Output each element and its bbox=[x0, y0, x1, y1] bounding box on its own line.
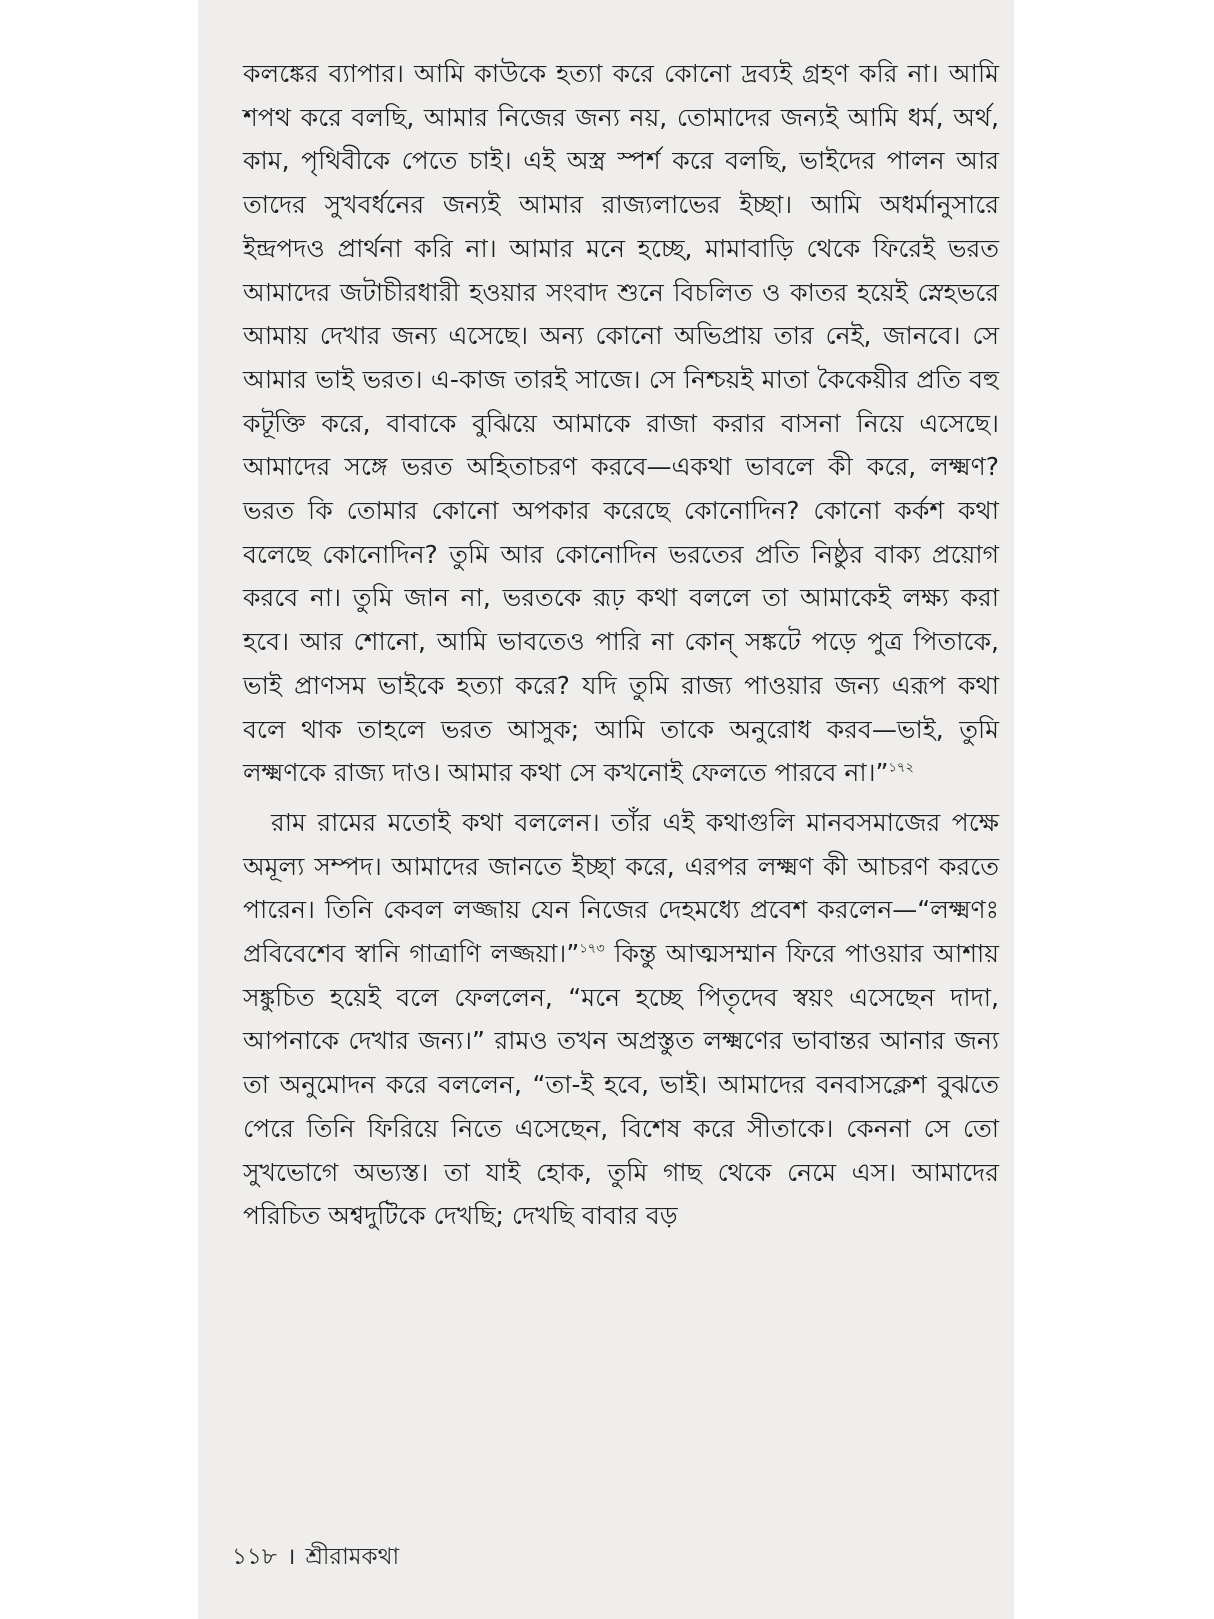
book-title: শ্রীরামকথা bbox=[305, 1544, 400, 1570]
page-footer bbox=[232, 1538, 399, 1577]
footer-separator: । bbox=[286, 1544, 296, 1570]
paragraph bbox=[243, 801, 999, 1238]
paragraph-text: কলঙ্কের ব্যাপার। আমি কাউকে হত্যা করে কোনো দ্রব্যই গ্রহণ করি না। আমি শপথ করে বলছি, আমার নিজের জন্য নয়, তোমাদের জন্যই আমি ধর্ম, অর্থ, কাম, পৃথিবীকে পেতে চাই। এই অস্ত্র স্পর্শ করে বলছি, ভাইদের পালন আর তাদের সুখবর্ধনের জন্যই আমার রাজ্যলাভের ইচ্ছা। আমি অধর্মানুসারে ইন্দ্রপদও প্রার্থনা করি না। আমার মনে হচ্ছে, মামাবাড়ি থেকে ফিরেই ভরত আমাদের জটাচীরধারী হওয়ার সংবাদ শুনে বিচলিত ও কাতর হয়েই স্নেহভরে আমায় দেখার জন্য এসেছে। অন্য কোনো অভিপ্রায় তার নেই, জানবে। সে আমার ভাই ভরত। এ-কাজ তারই সাজে। সে নিশ্চয়ই মাতা কৈকেয়ীর প্রতি বহু কটূক্তি করে, বাবাকে বুঝিয়ে আমাকে রাজা করার বাসনা নিয়ে এসেছে। আমাদের সঙ্গে ভরত অহিতাচরণ করবে—একথা ভাবলে কী করে, লক্ষ্মণ? ভরত কি তোমার কোনো অপকার করেছে কোনোদিন? কোনো কর্কশ কথা বলেছে কোনোদিন? তুমি আর কোনোদিন ভরতের প্রতি নিষ্ঠুর বাক্য প্রয়োগ করবে না। তুমি জান না, ভরতকে রূঢ় কথা বললে তা আমাকেই লক্ষ্য করা হবে। আর শোনো, আমি ভাবতেও পারি না কোন্ সঙ্কটে পড়ে পুত্র পিতাকে, ভাই প্রাণসম ভাইকে হত্যা করে? যদি তুমি রাজ্য পাওয়ার জন্য এরূপ কথা বলে থাক তাহলে ভরত আসুক; আমি তাকে অনুরোধ করব—ভাই, তুমি লক্ষ্মণকে রাজ্য দাও। আমার কথা সে কখনোই ফেলতে পারবে না।” bbox=[243, 59, 999, 788]
footnote-marker: ১৭৩ bbox=[579, 941, 605, 957]
paragraph-text: কিন্তু আত্মসম্মান ফিরে পাওয়ার আশায় সঙ্কুচিত হয়েই বলে ফেললেন, “মনে হচ্ছে পিতৃদেব স্বয়ং এসেছেন দাদা, আপনাকে দেখার জন্য।” রামও তখন অপ্রস্তুত লক্ষ্মণের ভাবান্তর আনার জন্য তা অনুমোদন করে বললেন, “তা-ই হবে, ভাই। আমাদের বনবাসক্লেশ বুঝতে পেরে তিনি ফিরিয়ে নিতে এসেছেন, বিশেষ করে সীতাকে। কেননা সে তো সুখভোগে অভ্যস্ত। তা যাই হোক, তুমি গাছ থেকে নেমে এস। আমাদের পরিচিত অশ্বদুটিকে দেখছি; দেখছি বাবার বড় bbox=[243, 939, 999, 1231]
page-body bbox=[243, 52, 999, 1238]
page-number: ১১৮ bbox=[232, 1544, 277, 1570]
paragraph bbox=[243, 52, 999, 795]
paragraph-text: রাম রামের মতোই কথা বললেন। তাঁর এই কথাগুলি মানবসমাজের পক্ষে অমূল্য সম্পদ। আমাদের জানতে ইচ্ছা করে, এরপর লক্ষ্মণ কী আচরণ করতে পারেন। তিনি কেবল লজ্জায় যেন নিজের দেহমধ্যে প্রবেশ করলেন—“লক্ষ্মণঃ প্রবিবেশেব স্বানি গাত্রাণি লজ্জয়া।” bbox=[243, 807, 999, 969]
footnote-marker: ১৭২ bbox=[888, 760, 914, 776]
